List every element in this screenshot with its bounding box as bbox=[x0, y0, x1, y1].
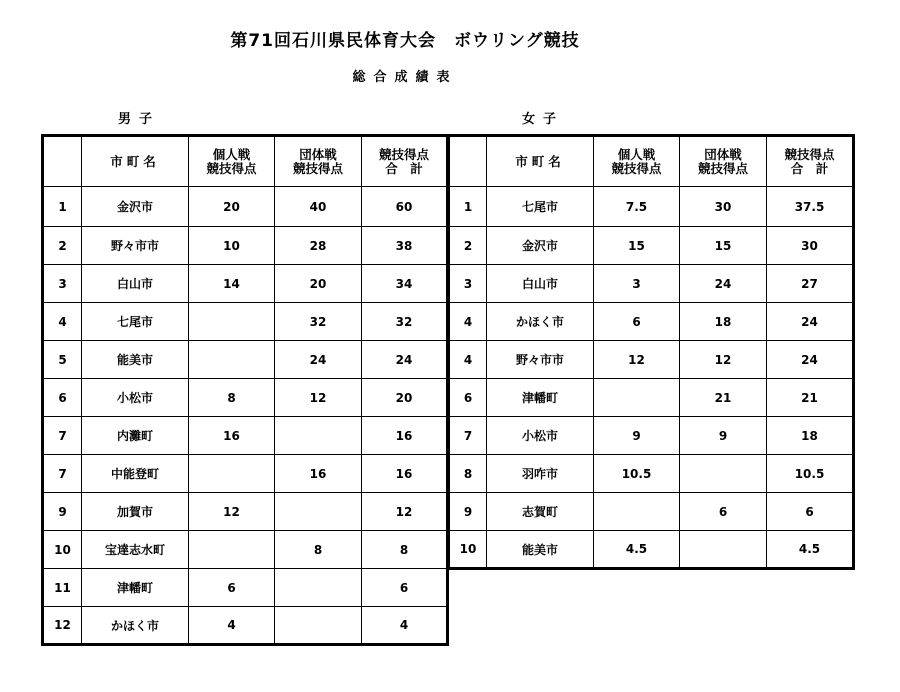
total-score-cell: 10.5 bbox=[767, 455, 854, 493]
total-score-cell: 37.5 bbox=[767, 187, 854, 227]
rank-cell: 1 bbox=[43, 187, 82, 227]
rank-cell: 10 bbox=[43, 531, 82, 569]
individual-score-cell: 8 bbox=[189, 379, 275, 417]
individual-score-cell bbox=[189, 303, 275, 341]
team-score-cell bbox=[275, 607, 362, 645]
municipality-cell: 金沢市 bbox=[487, 227, 594, 265]
individual-score-cell: 7.5 bbox=[594, 187, 680, 227]
team-score-cell: 24 bbox=[680, 265, 767, 303]
total-score-cell: 21 bbox=[767, 379, 854, 417]
table-row bbox=[449, 417, 854, 455]
rank-cell: 8 bbox=[449, 455, 487, 493]
men-section-label: 男子 bbox=[118, 112, 161, 127]
individual-score-header bbox=[594, 136, 680, 187]
table-row bbox=[449, 303, 854, 341]
individual-score-cell: 14 bbox=[189, 265, 275, 303]
total-score-cell: 4 bbox=[362, 607, 448, 645]
municipality-cell: 羽咋市 bbox=[487, 455, 594, 493]
total-score-cell: 32 bbox=[362, 303, 448, 341]
individual-score-cell: 10 bbox=[189, 227, 275, 265]
team-score-cell: 20 bbox=[275, 265, 362, 303]
team-header-line2: 競技得点 bbox=[697, 160, 748, 176]
municipality-cell: 志賀町 bbox=[487, 493, 594, 531]
total-header-line2: 合 計 bbox=[790, 160, 829, 176]
municipality-cell: 津幡町 bbox=[82, 569, 189, 607]
table-row bbox=[449, 531, 854, 569]
total-score-cell: 24 bbox=[767, 341, 854, 379]
individual-score-cell: 20 bbox=[189, 187, 275, 227]
table-row bbox=[43, 265, 448, 303]
individual-score-cell: 4.5 bbox=[594, 531, 680, 569]
individual-score-cell: 6 bbox=[189, 569, 275, 607]
table-row bbox=[43, 569, 448, 607]
table-row bbox=[449, 455, 854, 493]
team-score-cell: 18 bbox=[680, 303, 767, 341]
total-score-cell: 16 bbox=[362, 455, 448, 493]
rank-cell: 4 bbox=[449, 303, 487, 341]
table-row bbox=[449, 379, 854, 417]
table-row bbox=[43, 227, 448, 265]
table-row bbox=[43, 607, 448, 645]
individual-header-line1: 個人戦 bbox=[212, 146, 251, 162]
individual-score-header bbox=[189, 136, 275, 187]
table-row bbox=[43, 417, 448, 455]
rank-cell: 6 bbox=[43, 379, 82, 417]
total-score-header bbox=[767, 136, 854, 187]
municipality-cell: 内灘町 bbox=[82, 417, 189, 455]
rank-cell: 5 bbox=[43, 341, 82, 379]
team-score-cell: 8 bbox=[275, 531, 362, 569]
rank-cell: 3 bbox=[449, 265, 487, 303]
men-results-table bbox=[41, 134, 449, 646]
individual-header-line1: 個人戦 bbox=[617, 146, 656, 162]
rank-cell: 9 bbox=[449, 493, 487, 531]
rank-cell: 4 bbox=[43, 303, 82, 341]
team-score-header bbox=[275, 136, 362, 187]
municipality-cell: 加賀市 bbox=[82, 493, 189, 531]
municipality-cell: 小松市 bbox=[487, 417, 594, 455]
team-score-cell: 28 bbox=[275, 227, 362, 265]
team-score-cell: 40 bbox=[275, 187, 362, 227]
table-row bbox=[43, 187, 448, 227]
individual-score-cell: 3 bbox=[594, 265, 680, 303]
rank-header bbox=[43, 136, 82, 187]
individual-score-cell: 12 bbox=[594, 341, 680, 379]
municipality-cell: 小松市 bbox=[82, 379, 189, 417]
rank-cell: 4 bbox=[449, 341, 487, 379]
table-row bbox=[449, 187, 854, 227]
team-score-header bbox=[680, 136, 767, 187]
team-score-cell: 24 bbox=[275, 341, 362, 379]
table-header-row bbox=[449, 136, 854, 187]
rank-cell: 1 bbox=[449, 187, 487, 227]
individual-score-cell: 6 bbox=[594, 303, 680, 341]
women-section-label: 女子 bbox=[522, 112, 565, 127]
table-row bbox=[449, 493, 854, 531]
individual-score-cell bbox=[594, 379, 680, 417]
rank-cell: 7 bbox=[43, 455, 82, 493]
individual-score-cell bbox=[594, 493, 680, 531]
rank-cell: 2 bbox=[43, 227, 82, 265]
team-score-cell: 21 bbox=[680, 379, 767, 417]
total-score-cell: 27 bbox=[767, 265, 854, 303]
rank-cell: 3 bbox=[43, 265, 82, 303]
municipality-header: 市町名 bbox=[487, 136, 594, 187]
rank-header bbox=[449, 136, 487, 187]
team-score-cell: 32 bbox=[275, 303, 362, 341]
table-row bbox=[43, 531, 448, 569]
total-score-cell: 4.5 bbox=[767, 531, 854, 569]
table-row bbox=[43, 493, 448, 531]
team-score-cell: 16 bbox=[275, 455, 362, 493]
municipality-cell: 白山市 bbox=[82, 265, 189, 303]
team-score-cell: 9 bbox=[680, 417, 767, 455]
total-score-cell: 16 bbox=[362, 417, 448, 455]
total-score-cell: 30 bbox=[767, 227, 854, 265]
table-row bbox=[43, 341, 448, 379]
total-score-cell: 24 bbox=[362, 341, 448, 379]
rank-cell: 10 bbox=[449, 531, 487, 569]
total-score-cell: 60 bbox=[362, 187, 448, 227]
municipality-cell: かほく市 bbox=[82, 607, 189, 645]
total-score-cell: 38 bbox=[362, 227, 448, 265]
municipality-cell: 能美市 bbox=[82, 341, 189, 379]
rank-cell: 7 bbox=[449, 417, 487, 455]
document-title: 第71回石川県民体育大会 ボウリング競技 bbox=[230, 31, 580, 51]
team-score-cell bbox=[680, 531, 767, 569]
individual-score-cell: 9 bbox=[594, 417, 680, 455]
table-header-row bbox=[43, 136, 448, 187]
total-score-cell: 20 bbox=[362, 379, 448, 417]
table-row bbox=[43, 379, 448, 417]
team-score-cell: 12 bbox=[275, 379, 362, 417]
individual-score-cell: 15 bbox=[594, 227, 680, 265]
municipality-cell: 津幡町 bbox=[487, 379, 594, 417]
individual-header-line2: 競技得点 bbox=[206, 160, 257, 176]
document-subtitle: 総合成績表 bbox=[352, 70, 458, 85]
individual-score-cell: 16 bbox=[189, 417, 275, 455]
total-score-cell: 24 bbox=[767, 303, 854, 341]
municipality-header: 市町名 bbox=[82, 136, 189, 187]
individual-score-cell: 4 bbox=[189, 607, 275, 645]
total-score-cell: 6 bbox=[767, 493, 854, 531]
municipality-cell: 野々市市 bbox=[82, 227, 189, 265]
team-header-line1: 団体戦 bbox=[704, 146, 742, 162]
municipality-cell: 七尾市 bbox=[487, 187, 594, 227]
municipality-cell: 能美市 bbox=[487, 531, 594, 569]
team-score-cell: 12 bbox=[680, 341, 767, 379]
individual-header-line2: 競技得点 bbox=[611, 160, 662, 176]
table-row bbox=[43, 455, 448, 493]
team-header-line2: 競技得点 bbox=[292, 160, 343, 176]
women-results-table bbox=[447, 134, 855, 570]
team-score-cell bbox=[275, 569, 362, 607]
individual-score-cell: 10.5 bbox=[594, 455, 680, 493]
individual-score-cell bbox=[189, 341, 275, 379]
municipality-cell: かほく市 bbox=[487, 303, 594, 341]
team-score-cell: 15 bbox=[680, 227, 767, 265]
total-score-cell: 6 bbox=[362, 569, 448, 607]
individual-score-cell bbox=[189, 531, 275, 569]
rank-cell: 6 bbox=[449, 379, 487, 417]
table-row bbox=[449, 341, 854, 379]
total-score-header bbox=[362, 136, 448, 187]
rank-cell: 9 bbox=[43, 493, 82, 531]
municipality-cell: 金沢市 bbox=[82, 187, 189, 227]
total-header-line2: 合 計 bbox=[385, 160, 423, 176]
total-score-cell: 18 bbox=[767, 417, 854, 455]
team-score-cell bbox=[275, 417, 362, 455]
rank-cell: 2 bbox=[449, 227, 487, 265]
individual-score-cell: 12 bbox=[189, 493, 275, 531]
total-score-cell: 34 bbox=[362, 265, 448, 303]
table-row bbox=[449, 227, 854, 265]
rank-cell: 11 bbox=[43, 569, 82, 607]
rank-cell: 12 bbox=[43, 607, 82, 645]
individual-score-cell bbox=[189, 455, 275, 493]
municipality-cell: 中能登町 bbox=[82, 455, 189, 493]
team-score-cell bbox=[680, 455, 767, 493]
team-score-cell bbox=[275, 493, 362, 531]
municipality-cell: 宝達志水町 bbox=[82, 531, 189, 569]
team-header-line1: 団体戦 bbox=[299, 146, 337, 162]
total-header-line1: 競技得点 bbox=[784, 146, 835, 162]
rank-cell: 7 bbox=[43, 417, 82, 455]
total-score-cell: 8 bbox=[362, 531, 448, 569]
municipality-cell: 七尾市 bbox=[82, 303, 189, 341]
total-score-cell: 12 bbox=[362, 493, 448, 531]
table-row bbox=[449, 265, 854, 303]
municipality-cell: 白山市 bbox=[487, 265, 594, 303]
total-header-line1: 競技得点 bbox=[378, 146, 429, 162]
team-score-cell: 6 bbox=[680, 493, 767, 531]
team-score-cell: 30 bbox=[680, 187, 767, 227]
municipality-cell: 野々市市 bbox=[487, 341, 594, 379]
table-row bbox=[43, 303, 448, 341]
